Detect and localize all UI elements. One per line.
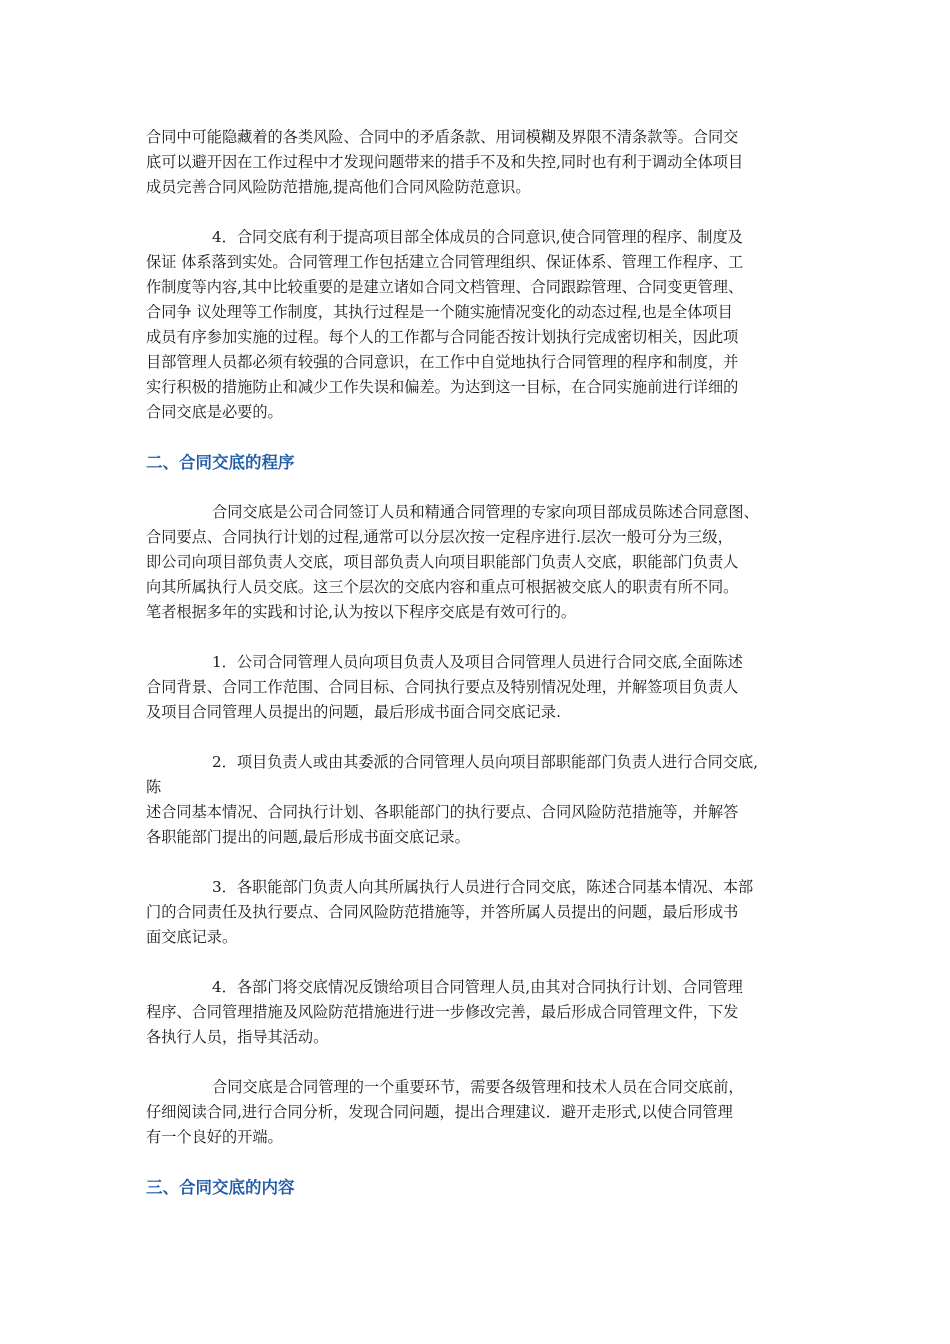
paragraph-procedure-intro (146, 500, 811, 625)
text-line: 门的合同责任及执行要点、合同风险防范措施等，并答所属人员提出的问题，最后形成书 (146, 903, 739, 921)
text-line: 面交底记录。 (146, 928, 238, 946)
text-line: 即公司向项目部负责人交底，项目部负责人向项目职能部门负责人交底，职能部门负责人 (146, 553, 739, 571)
section-heading-content: 三、合同交底的内容 (146, 1178, 295, 1197)
text-line: 合同中可能隐藏着的各类风险、合同中的矛盾条款、用词模糊及界限不清条款等。合同交 (146, 128, 739, 146)
paragraph-step-4 (146, 975, 811, 1050)
text-line: 4．各部门将交底情况反馈给项目合同管理人员,由其对合同执行计划、合同管理 (212, 978, 743, 996)
text-line: 有一个良好的开端。 (146, 1128, 283, 1146)
text-line: 底可以避开因在工作过程中才发现问题带来的措手不及和失控,同时也有利于调动全体项目 (146, 153, 744, 171)
text-line: 笔者根据多年的实践和讨论,认为按以下程序交底是有效可行的。 (146, 603, 577, 621)
text-line: 合同背景、合同工作范围、合同目标、合同执行要点及特别情况处理，并解签项目负责人 (146, 678, 739, 696)
text-line: 各执行人员，指导其活动。 (146, 1028, 329, 1046)
text-line: 合同交底是合同管理的一个重要环节，需要各级管理和技术人员在合同交底前， (212, 1078, 744, 1096)
section-heading-procedure: 二、合同交底的程序 (146, 453, 295, 472)
text-line: 程序、合同管理措施及风险防范措施进行进一步修改完善，最后形成合同管理文件，下发 (146, 1003, 739, 1021)
paragraph-contract-risk (146, 125, 811, 200)
paragraph-procedure-summary (146, 1075, 811, 1150)
text-line: 目部管理人员都必须有较强的合同意识，在工作中自觉地执行合同管理的程序和制度，并 (146, 353, 739, 371)
text-line: 向其所属执行人员交底。这三个层次的交底内容和重点可根据被交底人的职责有所不同。 (146, 578, 739, 596)
text-line: 3．各职能部门负责人向其所属执行人员进行合同交底，陈述合同基本情况、本部 (212, 878, 754, 896)
text-line: 各职能部门提出的问题,最后形成书面交底记录。 (146, 828, 470, 846)
text-line: 实行积极的措施防止和减少工作失误和偏差。为达到这一目标，在合同实施前进行详细的 (146, 378, 739, 396)
text-line: 作制度等内容,其中比较重要的是建立诸如合同文档管理、合同跟踪管理、合同变更管理、 (146, 278, 744, 296)
text-line: 及项目合同管理人员提出的问题，最后形成书面合同交底记录. (146, 703, 561, 721)
text-line: 2．项目负责人或由其委派的合同管理人员向项目部职能部门负责人进行合同交底, (212, 753, 759, 771)
text-line: 述合同基本情况、合同执行计划、各职能部门的执行要点、合同风险防范措施等，并解答 (146, 803, 739, 821)
text-line: 合同交底是公司合同签订人员和精通合同管理的专家向项目部成员陈述合同意图、 (212, 503, 759, 521)
text-line: 4．合同交底有利于提高项目部全体成员的合同意识,使合同管理的程序、制度及 (212, 228, 743, 246)
text-line: 保证 体系落到实处。合同管理工作包括建立合同管理组织、保证体系、管理工作程序、工 (146, 253, 744, 271)
text-line: 1．公司合同管理人员向项目负责人及项目合同管理人员进行合同交底,全面陈述 (212, 653, 743, 671)
text-line: 仔细阅读合同,进行合同分析，发现合同问题，提出合理建议．避开走形式,以使合同管理 (146, 1103, 733, 1121)
text-line: 合同争 议处理等工作制度，其执行过程是一个随实施情况变化的动态过程,也是全体项目 (146, 303, 733, 321)
text-line: 合同要点、合同执行计划的过程,通常可以分层次按一定程序进行.层次一般可分为三级， (146, 528, 733, 546)
paragraph-item-4-awareness (146, 225, 811, 425)
text-line: 成员有序参加实施的过程。每个人的工作都与合同能否按计划执行完成密切相关，因此项 (146, 328, 739, 346)
text-line: 陈 (146, 778, 162, 796)
paragraph-step-3 (146, 875, 811, 950)
paragraph-step-1 (146, 650, 811, 725)
text-line: 合同交底是必要的。 (146, 403, 283, 421)
paragraph-step-2 (146, 750, 811, 850)
text-line: 成员完善合同风险防范措施,提高他们合同风险防范意识。 (146, 178, 531, 196)
document-page (146, 125, 811, 1225)
